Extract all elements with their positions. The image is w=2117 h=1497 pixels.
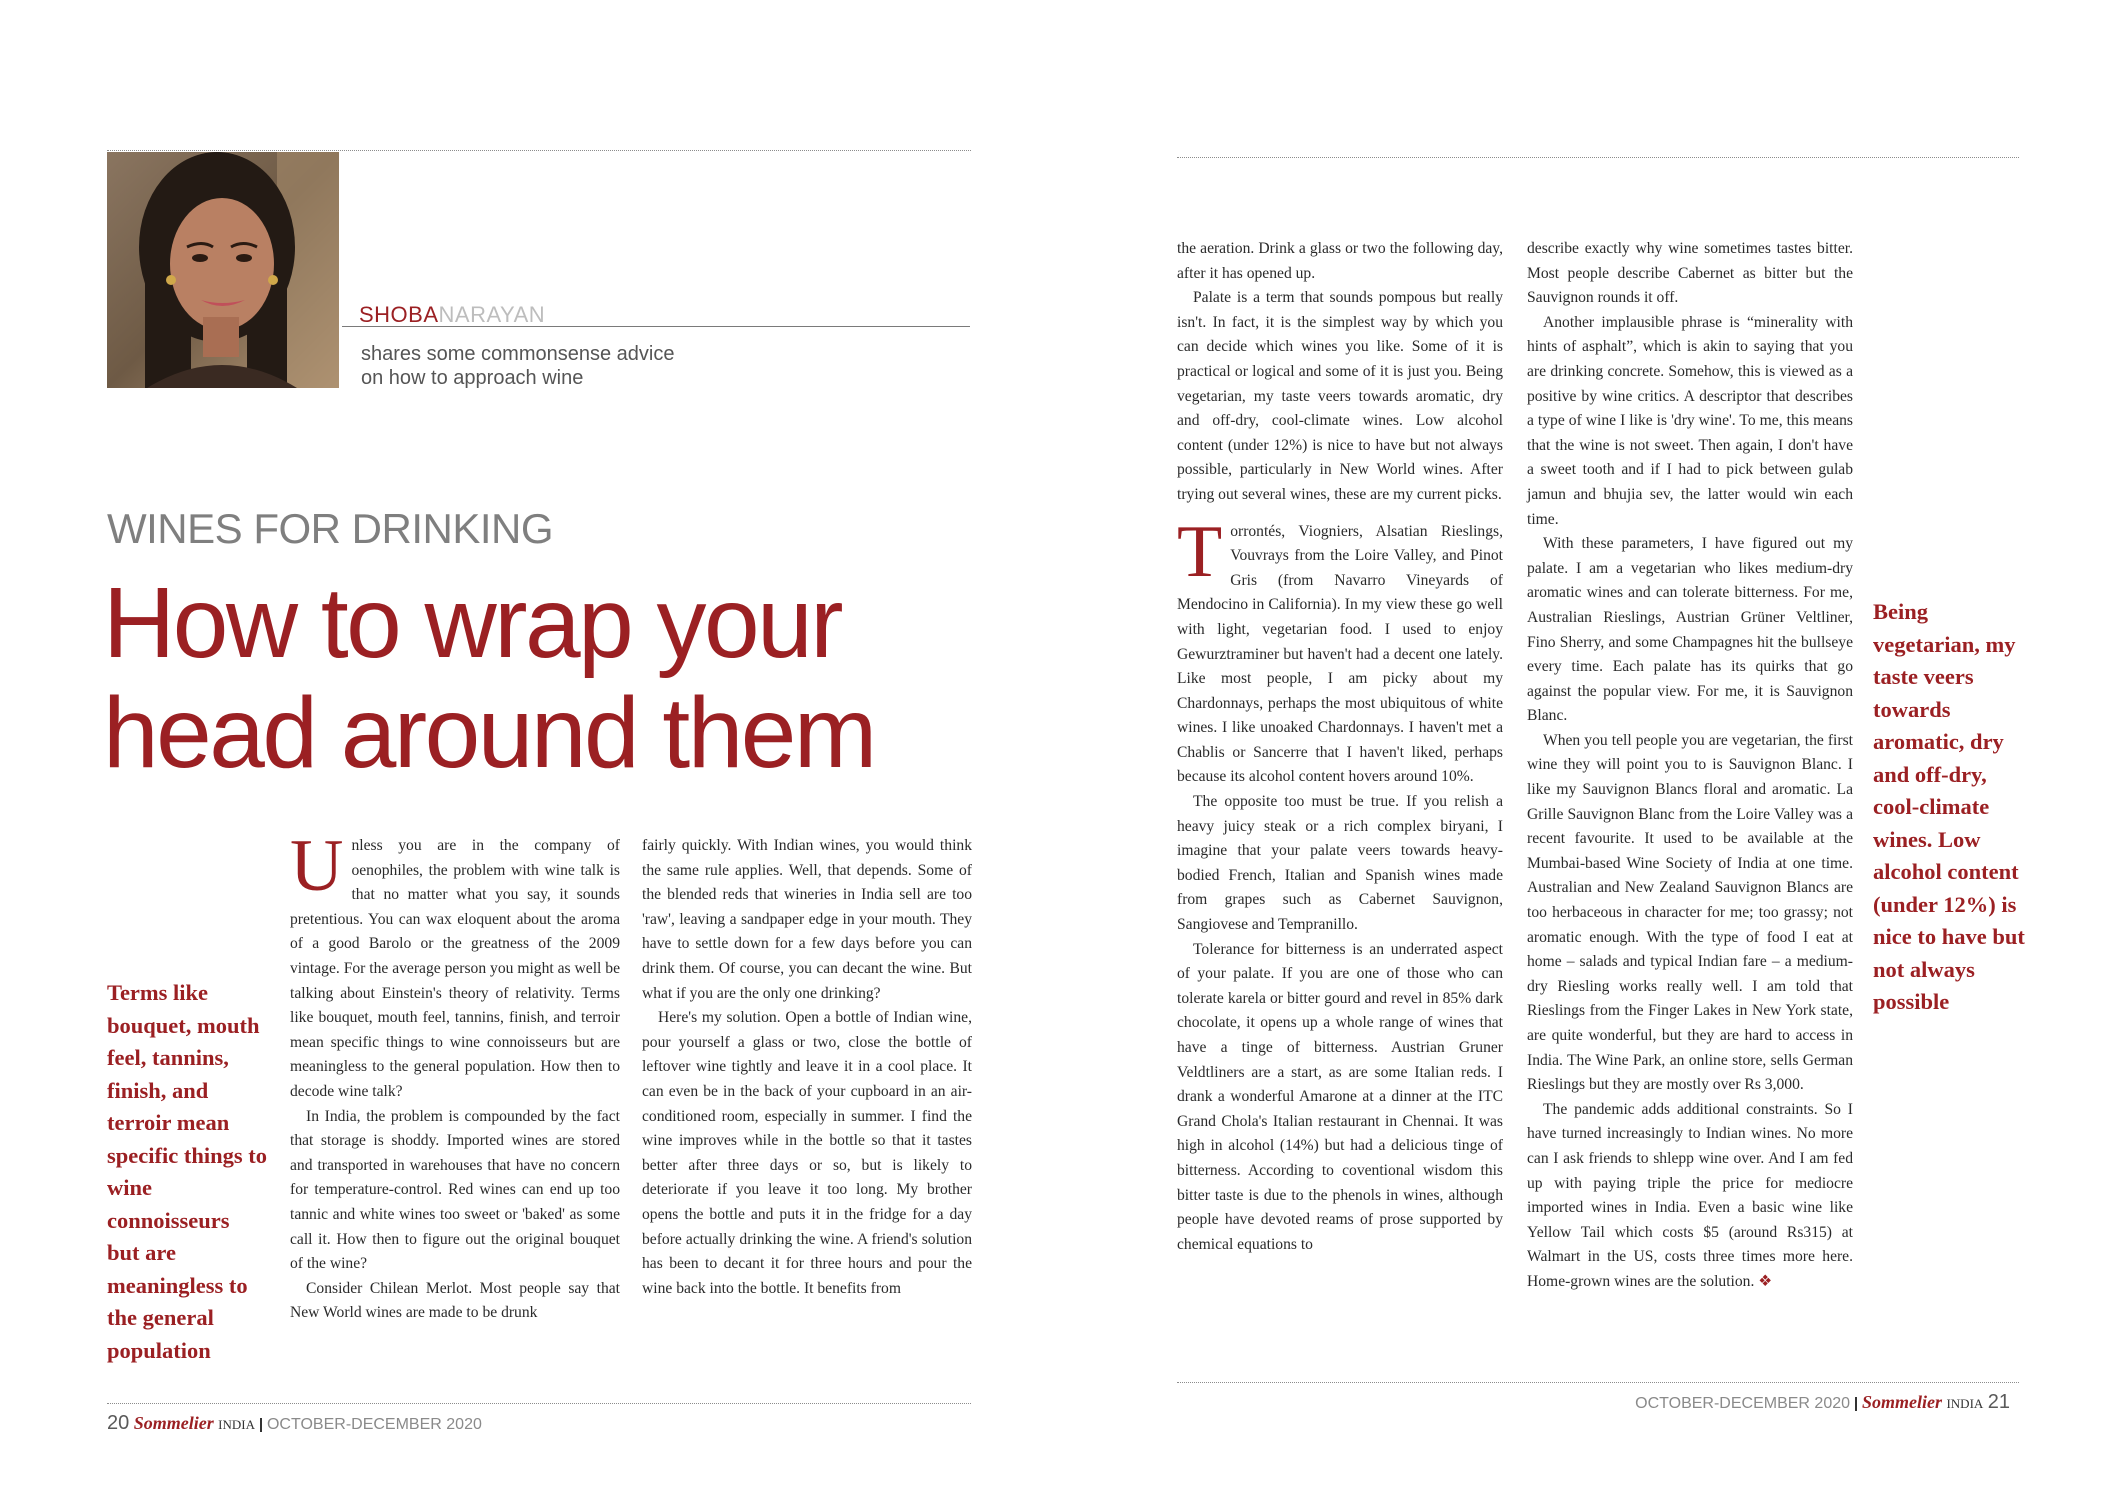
magazine-name: Sommelier bbox=[1862, 1392, 1943, 1412]
author-name bbox=[359, 302, 545, 328]
article-column-4 bbox=[1527, 237, 1853, 1295]
author-last-name: NARAYAN bbox=[438, 302, 546, 327]
author-photo bbox=[107, 152, 339, 388]
pullquote-left: Terms like bouquet, mouth feel, tannins, finish, and terroir mean specific things to wine connoisseurs but are meaningless to the general population bbox=[107, 980, 267, 1363]
paragraph: With these parameters, I have figured out my palate. I am a vegetarian who likes medium-dry aromatic wines and can tolerate bitterness. For me, Australian Rieslings, Austrian Grüner Veltliner, Fino Sherry, and some Champagnes hit the bullseye every time. Each palate has its quirks that go against the popular view. For me, it is Sauvignon Blanc. bbox=[1527, 535, 1853, 725]
dropcap-t: T bbox=[1177, 510, 1223, 593]
bottom-rule-left bbox=[107, 1403, 971, 1404]
page-number: 20 bbox=[107, 1412, 130, 1434]
issue-date: OCTOBER-DECEMBER 2020 bbox=[1635, 1395, 1851, 1412]
paragraph: When you tell people you are vegetarian, the first wine they will point you to is Sauvignon Blanc. I like my Sauvignon Blancs floral and aromatic. La Grille Sauvignon Blanc from the Loire Valley was a recent favourite. It used to be available at the Mumbai-based Wine Society of India at one time. Australian and New Zealand Sauvignon Blancs are too herbaceous in character for me; too grassy; not aromatic enough. With the type of food I eat at home – salads and typical Indian fare – a medium-dry Riesling works really well. I am told that Rieslings from the Finger Lakes in New York state, are quite wonderful, but they are hard to access in India. The Wine Park, an online store, sells German Rieslings but they are mostly over Rs 3,000. bbox=[1527, 731, 1853, 1094]
paragraph: nless you are in the company of oenophiles, the problem with wine talk is that no matter what you say, it sounds pretentious. You can wax eloquent about the aroma of a good Barolo or the greatness of the 2009 vintage. For the average person you might as well be talking about Einstein's theory of relativity. Terms like bouquet, mouth feel, tannins, finish, and terroir mean specific things to wine connoisseurs but are meaningless to the general population. How then to decode wine talk? bbox=[290, 837, 620, 1100]
author-tagline bbox=[361, 342, 741, 390]
author-tagline-line-2: on how to approach wine bbox=[361, 367, 584, 389]
paragraph: the aeration. Drink a glass or two the following day, after it has opened up. bbox=[1177, 240, 1503, 282]
folio-left bbox=[107, 1412, 482, 1435]
article-headline bbox=[103, 568, 1003, 788]
headline-line-1: How to wrap your bbox=[103, 567, 842, 679]
top-rule-right bbox=[1177, 157, 2019, 158]
page-number: 21 bbox=[1987, 1391, 2010, 1413]
paragraph: The pandemic adds additional constraints. So I have turned increasingly to Indian wines. No more can I ask friends to shlepp wine over. And I am fed up with paying triple the price for mediocre imported wines in India. Even a basic wine like Yellow Tail which costs $5 (around Rs315) at Walmart in the US, costs three times more here. Home-grown wines are the solution. bbox=[1527, 1100, 1853, 1290]
top-rule-left bbox=[107, 150, 971, 151]
paragraph: In India, the problem is compounded by the fact that storage is shoddy. Imported wines are stored and transported in warehouses that have no concern for temperature-control. Red wines can end up too tannic and white wines too sweet or 'baked' as some call it. How then to figure out the original bouquet of the wine? bbox=[290, 1107, 620, 1273]
magazine-name: Sommelier bbox=[133, 1413, 214, 1433]
paragraph: Palate is a term that sounds pompous but really isn't. In fact, it is the simplest way by which you can decide which wines you like. Some of it is practical or logical and some of it is just you. Being vegetarian, my taste veers towards aromatic, dry and off-dry, cool-climate wines. Low alcohol content (under 12%) is nice to have but not always possible, particularly in New World wines. After trying out several wines, these are my current picks. bbox=[1177, 289, 1503, 503]
issue-date: OCTOBER-DECEMBER 2020 bbox=[266, 1416, 482, 1433]
paragraph: describe exactly why wine sometimes tastes bitter. Most people describe Cabernet as bitter but the Sauvignon rounds it off. bbox=[1527, 240, 1853, 307]
magazine-region: INDIA bbox=[1946, 1396, 1984, 1411]
article-column-3 bbox=[1177, 237, 1503, 1257]
dropcap-u: U bbox=[290, 825, 344, 907]
bottom-rule-right bbox=[1177, 1382, 2019, 1383]
paragraph: Here's my solution. Open a bottle of Indian wine, pour yourself a glass or two, close the bottle of leftover wine tightly and leave it in a cool place. It can even be in the back of your cupboard in an air-conditioned room, especially in summer. I find the wine improves while in the bottle so that it tastes better after three days or so, but is likely to deteriorate if you leave it too long. My brother opens the bottle and puts it in the fridge for a day before actually drinking the wine. A friend's solution has been to decant it for three hours and pour the wine back into the bottle. It benefits from bbox=[642, 1009, 972, 1297]
author-underline bbox=[342, 326, 970, 327]
end-mark-icon: ❖ bbox=[1758, 1272, 1773, 1290]
paragraph: Consider Chilean Merlot. Most people say that New World wines are made to be drunk bbox=[290, 1279, 620, 1322]
article-column-2 bbox=[642, 834, 972, 1301]
pullquote-right: Being vegetarian, my taste veers towards aromatic, dry and off-dry, cool-climate wines. Low alcohol content (under 12%) is nice to have but not always possible bbox=[1873, 599, 2025, 1014]
paragraph: Tolerance for bitterness is an underrated aspect of your palate. If you are one of those who can tolerate karela or bitter gourd and revel in 85% dark chocolate, it opens up a whole range of wines that have a tinge of bitterness. Austrian Gruner Veldtliners are a start, as are some Italian reds. I drank a wonderful Amarone at a dinner at the ITC Grand Chola's Italian restaurant in Chennai. It was high in alcohol (14%) but had a delicious tinge of bitterness. According to coventional wisdom this bitter taste is due to the phenols in wines, although people have devoted reams of prose supported by chemical equations to bbox=[1177, 940, 1503, 1253]
headline-line-2: head around them bbox=[103, 677, 875, 789]
folio-separator bbox=[1855, 1397, 1857, 1411]
article-column-1 bbox=[290, 825, 620, 1326]
section-kicker: WINES FOR DRINKING bbox=[107, 505, 554, 552]
paragraph: fairly quickly. With Indian wines, you would think the same rule applies. Well, that depends. Some of the blended reds that wineries in India sell are too 'raw', leaving a sandpaper edge in your mouth. They have to settle down for a few days before you can drink them. Of course, you can decant the wine. But what if you are the only one drinking? bbox=[642, 837, 972, 1002]
folio-right bbox=[1635, 1391, 2010, 1414]
magazine-region: INDIA bbox=[218, 1417, 255, 1432]
folio-separator bbox=[260, 1418, 262, 1432]
paragraph: Another implausible phrase is “minerality with hints of asphalt”, which is akin to saying that you are drinking concrete. Somehow, this is viewed as a positive by wine critics. A descriptor that describes a type of wine I like is 'dry wine'. To me, this means that the wine is not sweet. Then again, I don't have a sweet tooth and if I had to pick between gulab jamun and bhujia sev, the latter would win each time. bbox=[1527, 313, 1853, 528]
author-tagline-line-1: shares some commonsense advice bbox=[361, 343, 675, 365]
author-first-name: SHOBA bbox=[359, 302, 439, 327]
paragraph: orrontés, Viogniers, Alsatian Rieslings, Vouvrays from the Loire Valley, and Pinot Gris (from Navarro Vineyards of Mendocino in California). In my view these go well with light, vegetarian food. I used to enjoy Gewurztraminer but haven't had a decent one lately. Like most people, I am picky about my Chardonnays, perhaps the most ubiquitous of white wines. I like unoaked Chardonnays. I haven't met a Chablis or Sancerre that I haven't liked, perhaps because its alcohol content hovers around 10%. bbox=[1177, 522, 1503, 786]
paragraph: The opposite too must be true. If you relish a heavy juicy steak or a rich complex biryani, I imagine that your palate veers towards heavy-bodied French, Italian and Spanish wines made from grapes such as Cabernet Sauvignon, Sangiovese and Tempranillo. bbox=[1177, 793, 1503, 934]
